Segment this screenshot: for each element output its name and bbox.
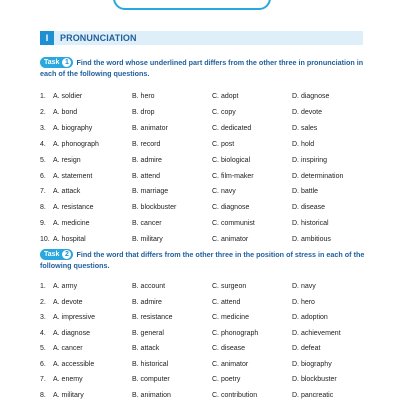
question-row	[40, 299, 366, 310]
header-banner	[113, 0, 271, 10]
question-number: 4.	[40, 329, 46, 337]
question-number: 9.	[40, 220, 46, 228]
option-d: D. diagnose	[292, 93, 330, 100]
option-b: B. blockbuster	[132, 204, 177, 212]
option-d: D. biography	[292, 360, 332, 368]
option-d: D. blockbuster	[292, 376, 337, 383]
section-number: I	[40, 31, 54, 45]
task2-badge	[40, 249, 73, 260]
question-number: 2.	[40, 298, 46, 306]
question-number: 5.	[40, 156, 46, 164]
question-row	[40, 345, 366, 356]
question-row	[40, 283, 366, 294]
option-d: D. disease	[292, 204, 326, 212]
question-number: 2.	[40, 108, 46, 116]
question-row	[40, 361, 366, 372]
option-d: D. defeat	[292, 345, 321, 352]
option-b: B. marriage	[132, 188, 169, 196]
option-c: C. medicine	[212, 314, 249, 321]
question-number: 7.	[40, 376, 46, 383]
option-c: C. navy	[212, 188, 236, 196]
question-row	[40, 314, 366, 325]
option-d: D. hero	[292, 298, 315, 306]
option-c: C. phonograph	[212, 329, 259, 337]
option-b: B. admire	[132, 298, 162, 306]
option-a: A. phonograph	[53, 140, 99, 148]
question-number: 5.	[40, 345, 46, 352]
question-row	[40, 236, 366, 247]
question-number: 8.	[40, 391, 46, 399]
question-number: 1.	[40, 283, 46, 290]
question-number: 4.	[40, 140, 46, 148]
task2-badge-number: 2	[61, 249, 72, 260]
option-a: A. resign	[53, 156, 81, 164]
task2-badge-word: Task	[44, 251, 60, 258]
question-row	[40, 392, 366, 400]
option-c: C. adopt	[212, 93, 239, 100]
option-c: C. surgeon	[212, 283, 247, 290]
option-a: A. impressive	[53, 314, 96, 321]
option-d: D. pancreatic	[292, 391, 334, 399]
option-b: B. cancer	[132, 220, 162, 228]
option-a: A. hospital	[53, 236, 86, 244]
option-a: A. medicine	[53, 220, 90, 228]
option-b: B. record	[132, 140, 161, 148]
question-number: 10.	[40, 236, 50, 244]
option-b: B. general	[132, 329, 164, 337]
option-a: A. diagnose	[53, 329, 90, 337]
task1-badge	[40, 57, 73, 68]
question-row	[40, 376, 366, 387]
question-number: 7.	[40, 188, 46, 196]
option-b: B. attend	[132, 172, 161, 180]
option-c: C. biological	[212, 156, 251, 164]
task1-instruction-block	[40, 57, 366, 79]
option-a: A. soldier	[53, 93, 83, 100]
option-d: D. sales	[292, 124, 318, 132]
question-row	[40, 157, 366, 168]
question-number: 3.	[40, 314, 46, 321]
option-d: D. achievement	[292, 329, 341, 337]
option-a: A. military	[53, 391, 84, 399]
question-number: 3.	[40, 124, 46, 132]
task2-instruction: Find the word that differs from the other three in the position of stress in each of the following questions.	[40, 250, 365, 270]
task1-instruction: Find the word whose underlined part differs from the other three in pronunciation in each of the following questions.	[40, 58, 364, 78]
task1-badge-number: 1	[61, 57, 72, 68]
option-d: D. devote	[292, 108, 322, 116]
question-row	[40, 220, 366, 231]
option-a: A. bond	[53, 108, 78, 116]
option-b: B. account	[132, 283, 166, 290]
option-b: B. resistance	[132, 314, 173, 321]
option-c: C. communist	[212, 220, 255, 228]
option-c: C. attend	[212, 298, 241, 306]
option-c: C. animator	[212, 360, 249, 368]
option-c: C. diagnose	[212, 204, 250, 212]
question-row	[40, 125, 366, 136]
option-a: A. accessible	[53, 360, 95, 368]
option-b: B. historical	[132, 360, 169, 368]
question-number: 8.	[40, 204, 46, 212]
option-c: C. film-maker	[212, 172, 254, 180]
option-d: D. battle	[292, 188, 319, 196]
question-row	[40, 330, 366, 341]
option-a: A. resistance	[53, 204, 94, 212]
option-b: B. military	[132, 236, 163, 244]
option-b: B. admire	[132, 156, 162, 164]
task2-instruction-block	[40, 249, 366, 271]
question-row	[40, 93, 366, 104]
option-d: D. adoption	[292, 314, 328, 321]
question-row	[40, 141, 366, 152]
option-d: D. ambitious	[292, 236, 331, 244]
section-header	[40, 31, 363, 45]
option-d: D. historical	[292, 220, 329, 228]
option-c: C. poetry	[212, 376, 241, 383]
option-b: B. computer	[132, 376, 170, 383]
question-row	[40, 204, 366, 215]
option-a: A. biography	[53, 124, 93, 132]
option-a: A. cancer	[53, 345, 83, 352]
option-c: C. dedicated	[212, 124, 252, 132]
option-a: A. enemy	[53, 376, 83, 383]
question-row	[40, 173, 366, 184]
option-c: C. post	[212, 140, 235, 148]
option-d: D. inspiring	[292, 156, 328, 164]
option-d: D. determination	[292, 172, 344, 180]
option-d: D. navy	[292, 283, 316, 290]
question-row	[40, 109, 366, 120]
option-c: C. contribution	[212, 391, 258, 399]
section-title: PRONUNCIATION	[60, 33, 137, 43]
question-row	[40, 188, 366, 199]
option-d: D. hold	[292, 140, 315, 148]
option-a: A. devote	[53, 298, 83, 306]
option-b: B. attack	[132, 345, 160, 352]
option-b: B. drop	[132, 108, 155, 116]
option-a: A. army	[53, 283, 78, 290]
option-c: C. animator	[212, 236, 249, 244]
option-c: C. disease	[212, 345, 246, 352]
option-b: B. hero	[132, 93, 155, 100]
question-number: 6.	[40, 172, 46, 180]
option-a: A. statement	[53, 172, 93, 180]
question-number: 6.	[40, 360, 46, 368]
task1-badge-word: Task	[44, 59, 60, 66]
option-b: B. animation	[132, 391, 171, 399]
option-a: A. attack	[53, 188, 81, 196]
option-b: B. animator	[132, 124, 168, 132]
option-c: C. copy	[212, 108, 236, 116]
question-number: 1.	[40, 93, 46, 100]
